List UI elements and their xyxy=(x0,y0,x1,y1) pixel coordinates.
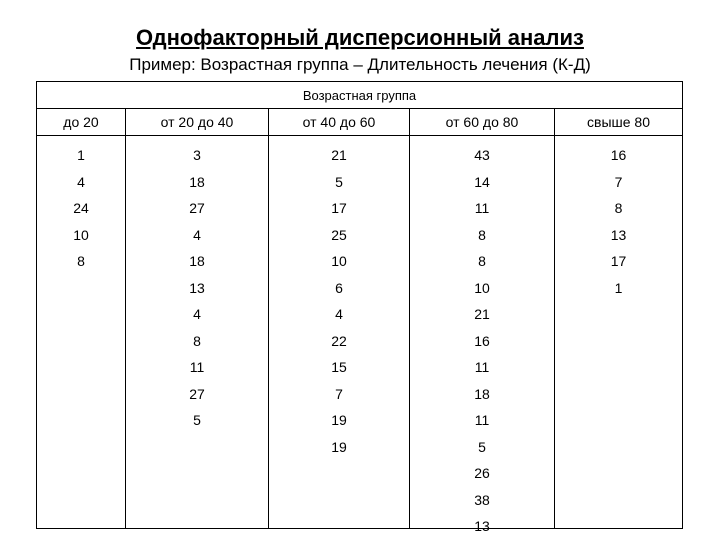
page-title: Однофакторный дисперсионный анализ xyxy=(136,25,584,50)
table-cell: 5 xyxy=(193,412,201,428)
table-cell: 11 xyxy=(474,200,490,216)
column-under-20 xyxy=(37,109,126,528)
column-header: свыше 80 xyxy=(555,109,682,136)
page-subtitle: Пример: Возрастная группа – Длительность лечения (К-Д) xyxy=(129,55,591,74)
table-cell: 18 xyxy=(189,253,205,269)
table-cell: 10 xyxy=(73,226,89,243)
table-cell: 17 xyxy=(610,253,627,269)
table-cell: 21 xyxy=(331,147,347,163)
table-cell: 17 xyxy=(331,200,347,216)
table-cell: 8 xyxy=(614,200,623,216)
table-cell: 26 xyxy=(474,465,490,481)
column-header: от 60 до 80 xyxy=(410,109,554,136)
table-cell: 11 xyxy=(189,359,205,375)
table-cell: 1 xyxy=(77,147,85,163)
table-cell: 43 xyxy=(474,147,490,163)
column-over-80 xyxy=(555,109,682,528)
table-cell: 4 xyxy=(335,306,343,322)
table-cell: 13 xyxy=(474,518,490,534)
column-cells xyxy=(410,136,554,540)
table-cell: 4 xyxy=(193,226,201,243)
table-cell: 1 xyxy=(614,279,623,296)
table-cell: 10 xyxy=(331,253,347,269)
table-cell: 18 xyxy=(474,385,490,402)
data-table xyxy=(36,81,683,534)
table-cell: 25 xyxy=(331,226,347,243)
column-40-60 xyxy=(269,109,410,528)
table-cell: 38 xyxy=(474,491,490,508)
table-cell: 11 xyxy=(474,359,490,375)
table-cell: 24 xyxy=(73,200,89,216)
table-cell: 7 xyxy=(614,173,623,190)
table-cell: 3 xyxy=(193,147,201,163)
column-cells xyxy=(555,136,682,301)
table-cell: 8 xyxy=(478,226,486,243)
table-cell: 18 xyxy=(189,173,205,190)
table-cell: 8 xyxy=(478,253,486,269)
column-20-40 xyxy=(126,109,269,528)
table-cell: 27 xyxy=(189,200,205,216)
table-cell: 14 xyxy=(474,173,490,190)
table-cell: 5 xyxy=(335,173,343,190)
table-cell: 15 xyxy=(331,359,347,375)
column-cells xyxy=(37,136,125,275)
table-cell: 13 xyxy=(610,226,627,243)
table-cell: 6 xyxy=(335,279,343,296)
table-cell: 5 xyxy=(478,438,486,455)
table-cell: 11 xyxy=(474,412,490,428)
column-cells xyxy=(126,136,268,434)
column-60-80 xyxy=(410,109,555,534)
group-header: Возрастная группа xyxy=(37,82,682,109)
column-header: до 20 xyxy=(37,109,125,136)
table-cell: 21 xyxy=(474,306,490,322)
table-cell: 19 xyxy=(331,438,347,455)
column-header: от 40 до 60 xyxy=(269,109,409,136)
table-cell: 22 xyxy=(331,332,347,349)
table-cell: 13 xyxy=(189,279,205,296)
table-cell: 27 xyxy=(189,385,205,402)
table-cell: 16 xyxy=(474,332,490,349)
table-cell: 19 xyxy=(331,412,347,428)
table-cell: 8 xyxy=(193,332,201,349)
table-cell: 8 xyxy=(77,253,85,269)
table-cell: 4 xyxy=(77,173,85,190)
table-cell: 7 xyxy=(335,385,343,402)
table-cell: 16 xyxy=(610,147,627,163)
table-cell: 10 xyxy=(474,279,490,296)
column-header: от 20 до 40 xyxy=(126,109,268,136)
table-cell: 4 xyxy=(193,306,201,322)
column-cells xyxy=(269,136,409,460)
